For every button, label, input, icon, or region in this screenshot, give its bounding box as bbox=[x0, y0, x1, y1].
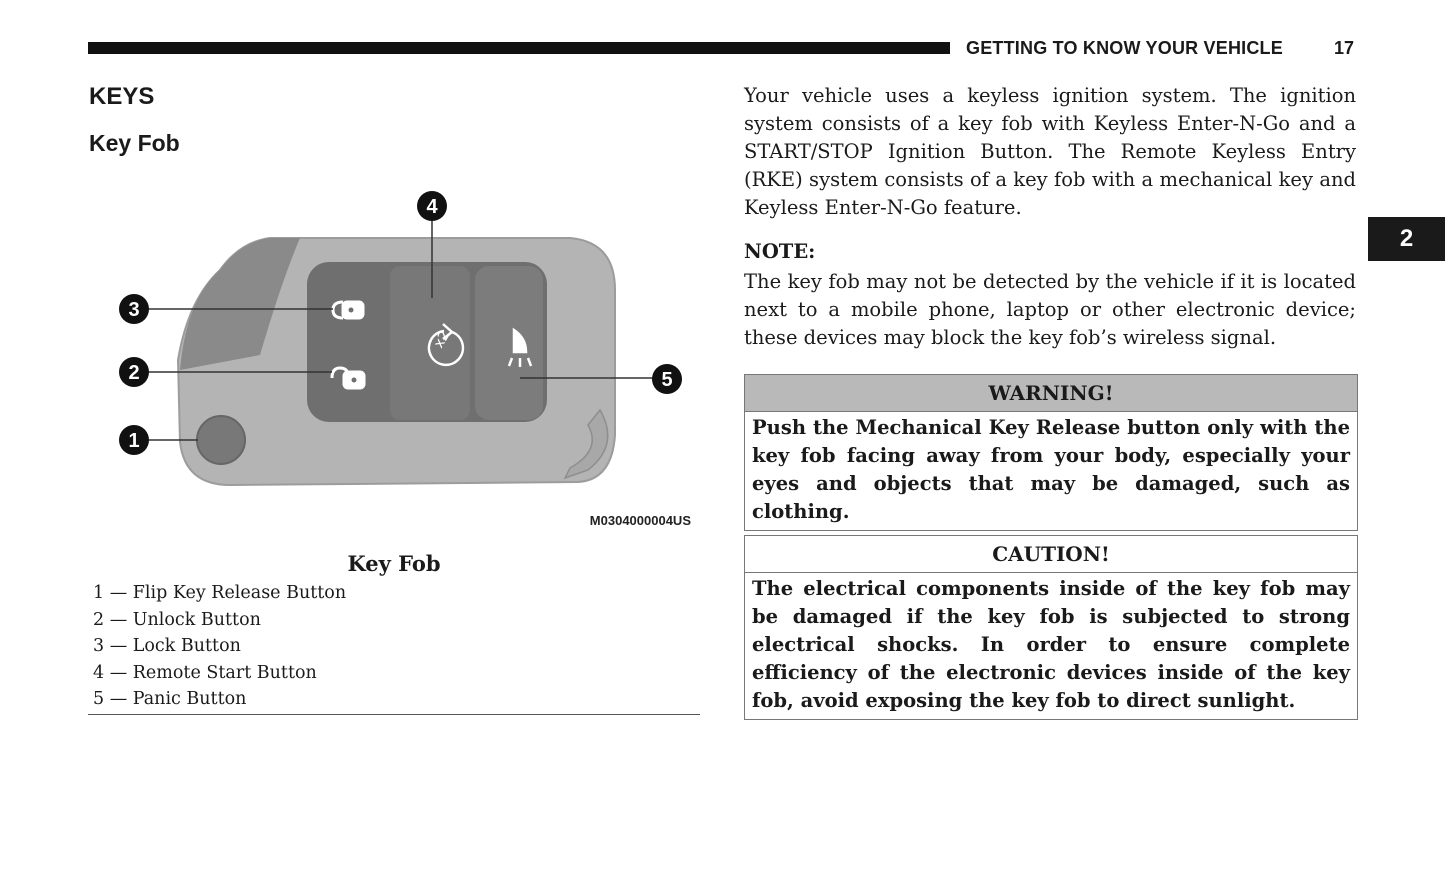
image-code: M0304000004US bbox=[589, 513, 691, 528]
legend-rule bbox=[88, 714, 700, 715]
legend-item: 1 — Flip Key Release Button bbox=[93, 583, 347, 603]
warning-text: Push the Mechanical Key Release button only with the key fob facing away from your body, especially your eyes and objects that may be damaged, such as clothing. bbox=[752, 416, 1350, 523]
callout-2: 2 bbox=[128, 362, 140, 384]
svg-text:x2: x2 bbox=[430, 328, 454, 351]
key-fob-illustration bbox=[100, 180, 700, 530]
callout-3: 3 bbox=[128, 299, 140, 321]
chapter-tab: 2 bbox=[1368, 217, 1445, 261]
page-number: 17 bbox=[1334, 38, 1355, 58]
warning-title: WARNING! bbox=[745, 375, 1357, 412]
note-text: The key fob may not be detected by the vehicle if it is located next to a mobile phone, laptop or other electronic device; these devices may block the key fob’s wireless signal. bbox=[744, 270, 1356, 349]
caution-box bbox=[744, 535, 1358, 720]
legend-item: 2 — Unlock Button bbox=[93, 609, 261, 630]
subsection-heading: Key Fob bbox=[89, 130, 180, 156]
warning-box bbox=[744, 374, 1358, 531]
figure-legend bbox=[93, 580, 346, 713]
section-heading: KEYS bbox=[89, 83, 155, 110]
legend-item: 4 — Remote Start Button bbox=[93, 662, 317, 683]
figure-caption: Key Fob bbox=[347, 551, 441, 576]
legend-item: 5 — Panic Button bbox=[93, 689, 247, 709]
callout-1: 1 bbox=[128, 430, 140, 452]
note-heading: NOTE: bbox=[744, 240, 816, 263]
caution-title: CAUTION! bbox=[745, 536, 1357, 573]
callout-5: 5 bbox=[661, 369, 673, 391]
header-rule bbox=[88, 42, 950, 54]
flip-key-release-button bbox=[197, 416, 245, 464]
legend-item: 3 — Lock Button bbox=[93, 636, 241, 656]
section-title: GETTING TO KNOW YOUR VEHICLE bbox=[966, 38, 1283, 58]
intro-paragraph: Your vehicle uses a keyless ignition system. The ignition system consists of a key fob with Keyless Enter-N-Go and a START/STOP Ignition Button. The Remote Keyless Entry (RKE) system consists of a key fob with a mechanical key and Keyless Enter-N-Go feature. bbox=[744, 84, 1356, 219]
caution-text: The electrical components inside of the key fob may be damaged if the key fob is subjected to strong electrical shocks. In order to ensure complete efficiency of the electronic devices inside of the key fob, avoid exposing the key fob to direct sunlight. bbox=[752, 577, 1350, 712]
callout-4: 4 bbox=[426, 196, 438, 218]
